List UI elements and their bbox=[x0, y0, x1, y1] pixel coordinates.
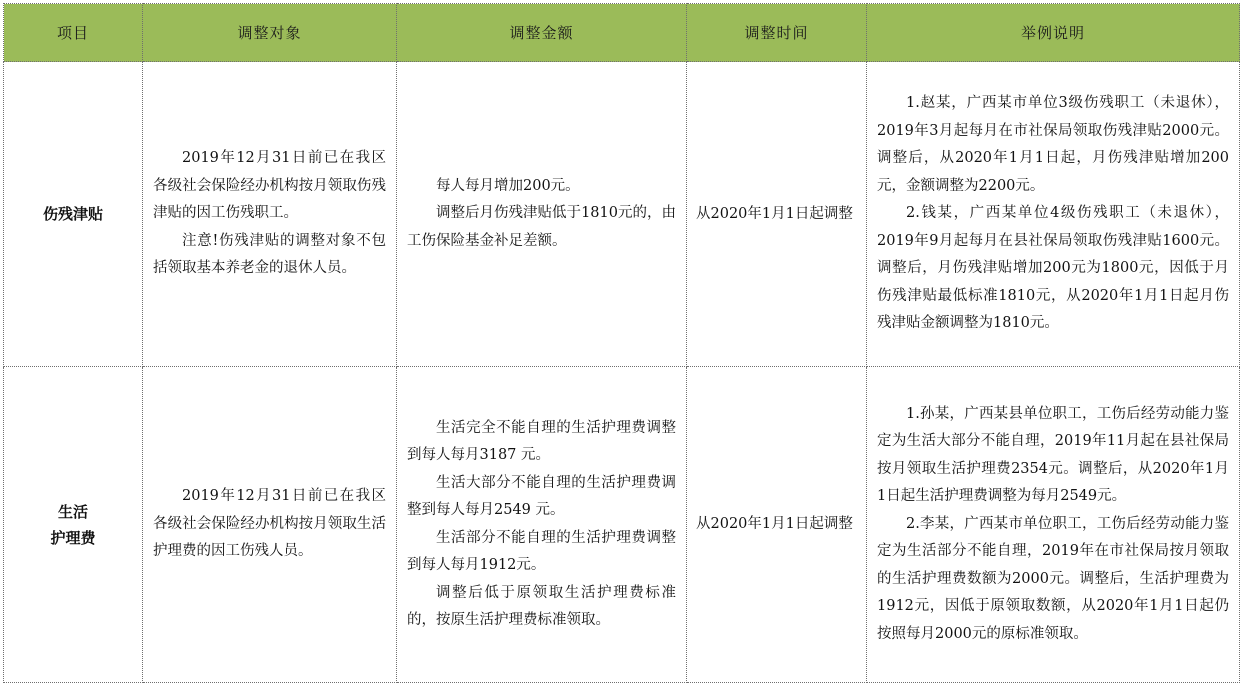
adjustment-table bbox=[3, 3, 1240, 683]
time-text: 从2020年1月1日起调整 bbox=[696, 205, 853, 222]
target-text: 2019年12月31日前已在我区各级社会保险经办机构按月领取伤残津贴的因工伤残职工。 bbox=[153, 150, 386, 222]
header-target: 调整对象 bbox=[143, 4, 397, 62]
header-time: 调整时间 bbox=[687, 4, 867, 62]
amount-cell bbox=[397, 367, 687, 683]
amount-text: 生活部分不能自理的生活护理费调整到每人每月1912元。 bbox=[407, 529, 676, 573]
table-header-row bbox=[4, 4, 1240, 62]
time-text: 从2020年1月1日起调整 bbox=[696, 516, 853, 532]
amount-text: 调整后月伤残津贴低于1810元的，由工伤保险基金补足差额。 bbox=[407, 205, 676, 249]
header-amount: 调整金额 bbox=[397, 4, 687, 62]
example-cell bbox=[867, 62, 1240, 367]
table-row bbox=[4, 62, 1240, 367]
target-text: 2019年12月31日前已在我区各级社会保险经办机构按月领取生活护理费的因工伤残人员。 bbox=[153, 488, 386, 560]
amount-text: 每人每月增加200元。 bbox=[436, 177, 580, 194]
example-text: 1.赵某，广西某市单位3级伤残职工（未退休），2019年3月起每月在市社保局领取伤残津贴2000元。调整后，从2020年1月1日起，月伤残津贴增加200元，金额调整为2200元。 bbox=[877, 95, 1229, 194]
table-row bbox=[4, 367, 1240, 683]
example-text: 2.钱某，广西某单位4级伤残职工（未退休），2019年9月起每月在县社保局领取伤残津贴1600元。调整后，月伤残津贴增加200元为1800元，因低于月伤残津贴最低标准1810元，从2020年1月1日起月伤残津贴金额调整为1810元。 bbox=[877, 205, 1229, 332]
target-note: 注意!伤残津贴的调整对象不包括领取基本养老金的退休人员。 bbox=[153, 232, 386, 277]
time-cell bbox=[687, 367, 867, 683]
amount-cell bbox=[397, 62, 687, 367]
category-label: 护理费 bbox=[50, 528, 96, 547]
header-item: 项目 bbox=[4, 4, 143, 62]
target-cell bbox=[143, 62, 397, 367]
example-cell bbox=[867, 367, 1240, 683]
category-cell bbox=[4, 62, 143, 367]
amount-text: 调整后低于原领取生活护理费标准的，按原生活护理费标准领取。 bbox=[407, 584, 676, 628]
header-example: 举例说明 bbox=[867, 4, 1240, 62]
target-cell bbox=[143, 367, 397, 683]
category-label: 生活 bbox=[57, 502, 88, 521]
example-text: 1.孙某，广西某县单位职工，工伤后经劳动能力鉴定为生活大部分不能自理，2019年11月起在县社保局按月领取生活护理费2354元。调整后，从2020年1月1日起生活护理费调整为每月2549元。 bbox=[877, 405, 1229, 505]
example-text: 2.李某，广西某市单位职工，工伤后经劳动能力鉴定为生活部分不能自理，2019年在市社保局按月领取的生活护理费数额为2000元。调整后，生活护理费为1912元，因低于原领取数额，从2020年1月1日起仍按照每月2000元的原标准领取。 bbox=[877, 515, 1229, 642]
amount-text: 生活完全不能自理的生活护理费调整到每人每月3187 元。 bbox=[407, 419, 676, 463]
category-cell bbox=[4, 367, 143, 683]
category-label: 伤残津贴 bbox=[42, 205, 103, 223]
time-cell bbox=[687, 62, 867, 367]
amount-text: 生活大部分不能自理的生活护理费调整到每人每月2549 元。 bbox=[407, 474, 676, 518]
